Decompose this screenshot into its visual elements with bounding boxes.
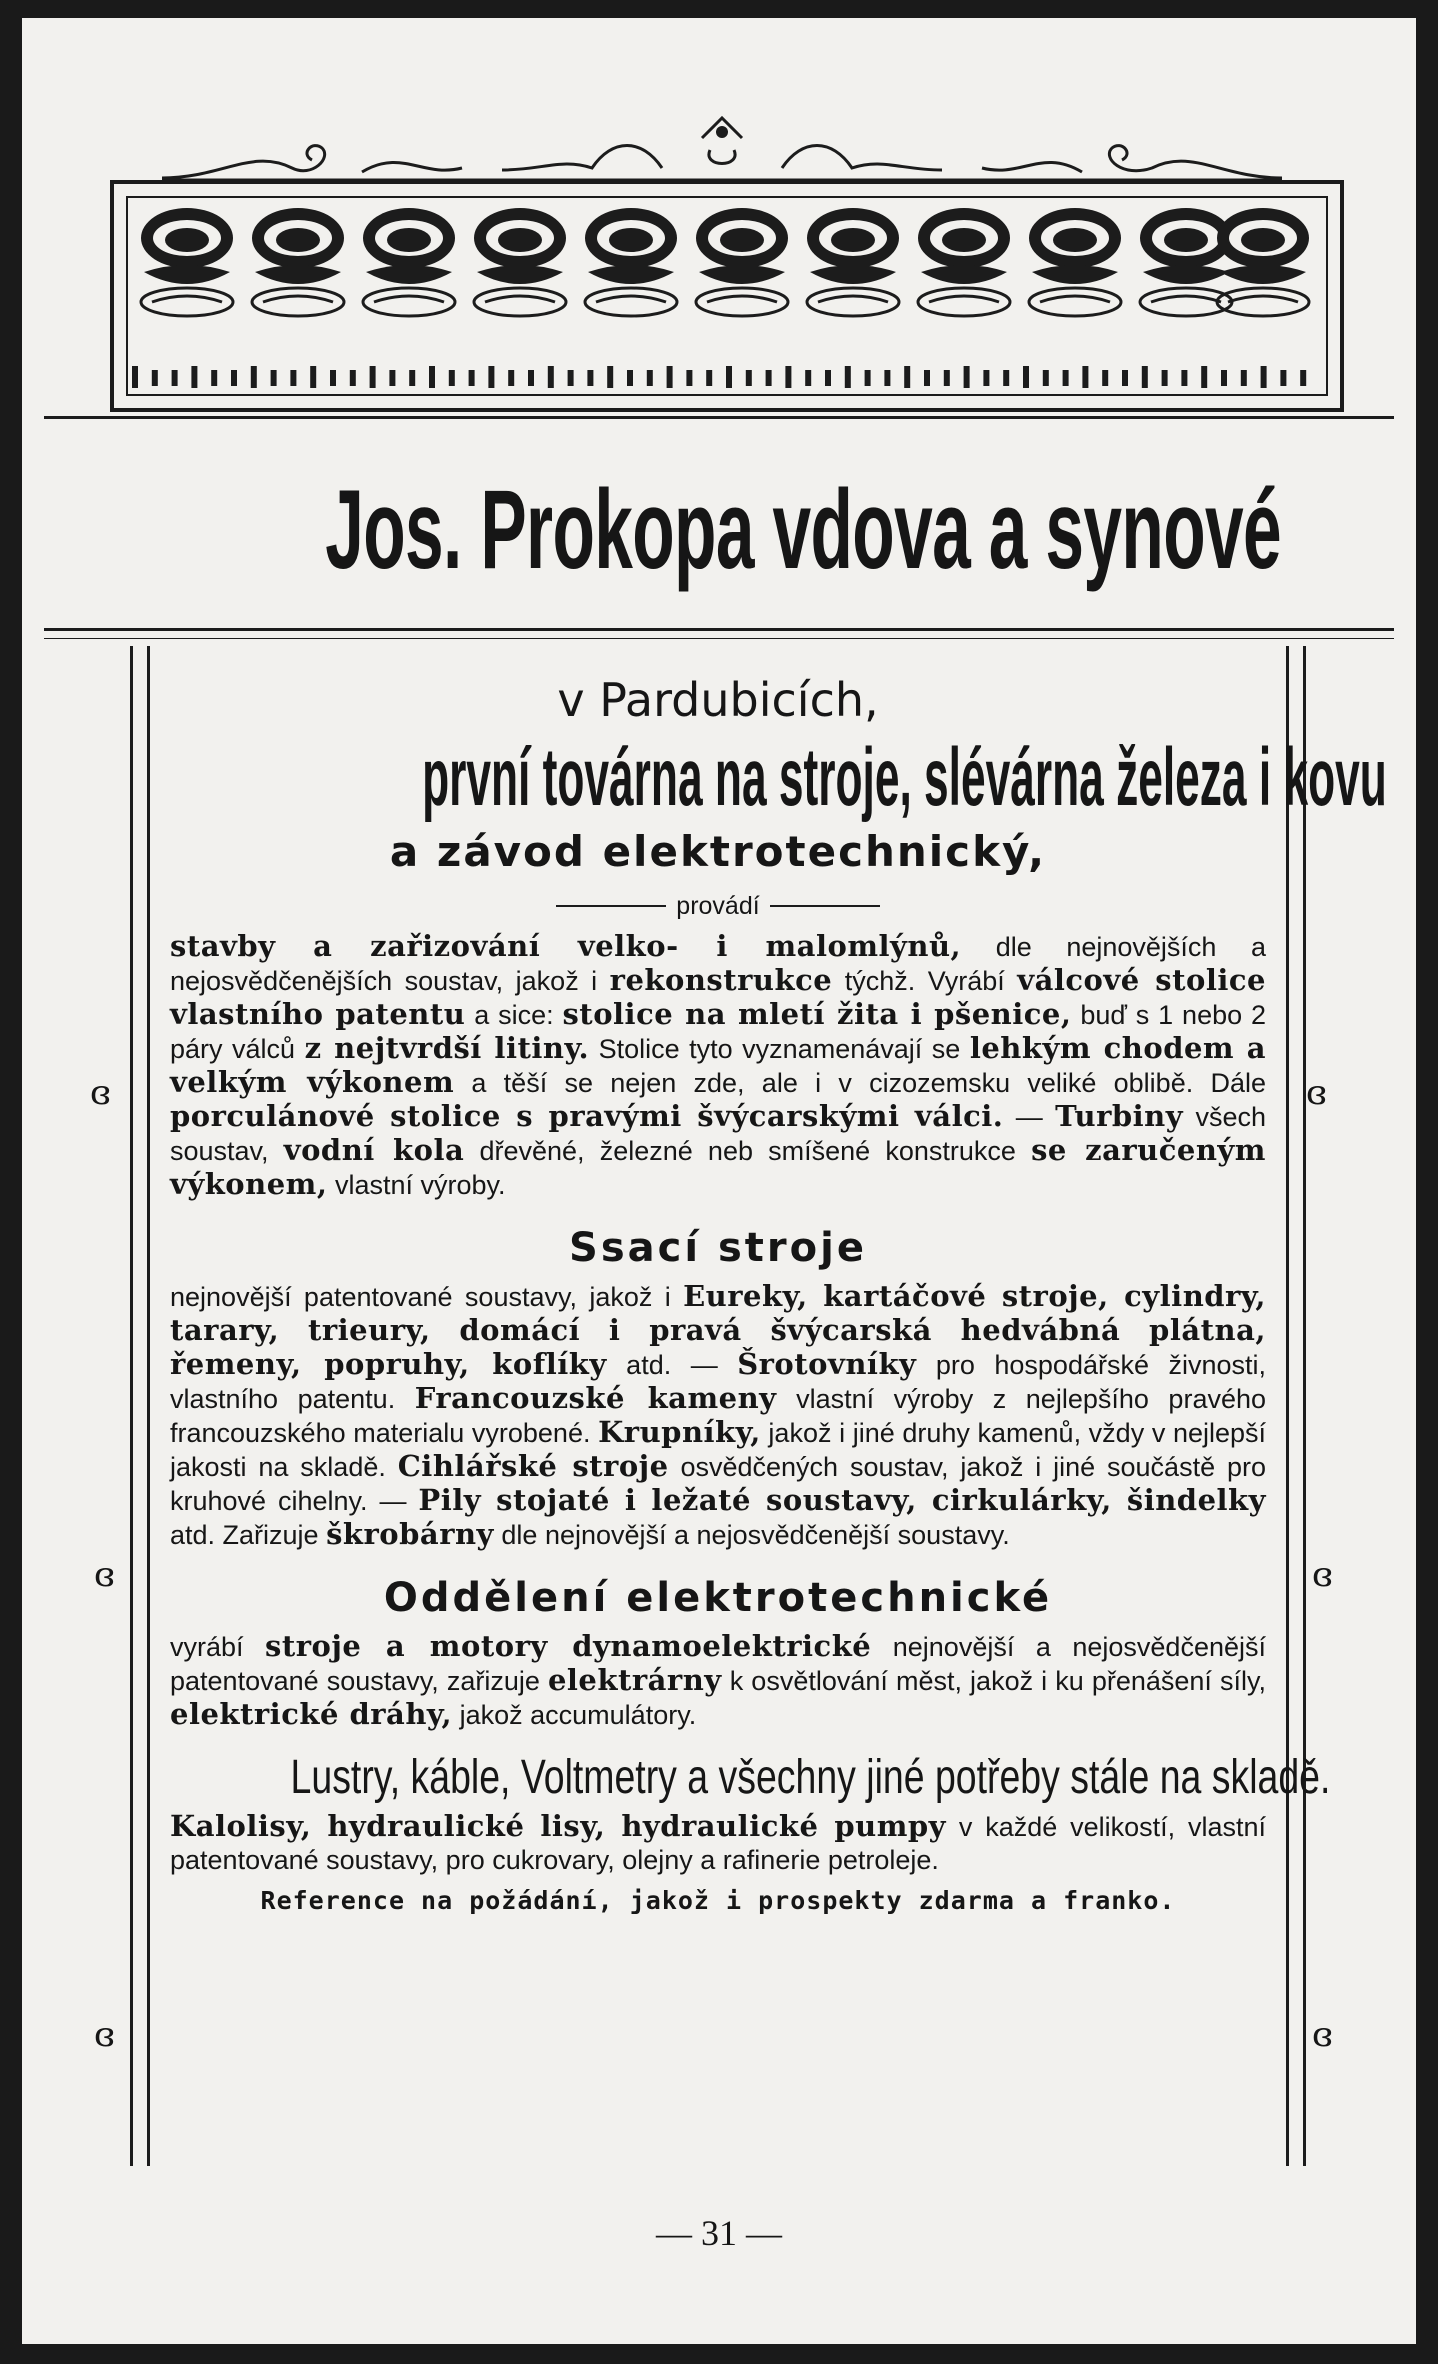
emphasis-text: z nejtvrdší litiny. bbox=[304, 1031, 590, 1065]
emphasis-text: elektrárny bbox=[547, 1663, 722, 1697]
bead-frieze-icon bbox=[126, 362, 1326, 392]
body-text: — bbox=[1003, 1102, 1056, 1132]
advertisement-body bbox=[170, 672, 1387, 1917]
city-line: v Pardubicích, bbox=[557, 673, 879, 727]
body-text: v každé velikostí, vlastní patentované soustavy, pro cukrovary, olejny a rafinerie petroleje. bbox=[170, 1812, 1266, 1875]
body-text: a těší se nejen zde, ale i v cizozemsku veliké oblibě. Dále bbox=[454, 1068, 1266, 1098]
emphasis-text: stroje a motory dynamoelektrické bbox=[265, 1629, 872, 1663]
scroll-curl-icon: ɞ bbox=[90, 1073, 111, 1113]
emphasis-text: Pily stojaté i ležaté soustavy, cirkulárky, šindelky bbox=[418, 1483, 1266, 1517]
paragraph-presses bbox=[170, 1810, 1266, 1877]
emphasis-text: se zaručeným výkonem, bbox=[170, 1133, 1266, 1201]
emphasis-text: Kalolisy, hydraulické lisy, hydraulické pumpy bbox=[170, 1809, 947, 1843]
body-text: osvědčených soustav, jakož i jiné součástě pro kruhové cihelny. — bbox=[170, 1452, 1266, 1516]
body-text: jakož i jiné druhy kamenů, vždy v nejlepší jakosti na skladě. bbox=[170, 1418, 1267, 1482]
body-text: buď s 1 nebo 2 páry válců bbox=[170, 1000, 1266, 1064]
heading-electro-department: Oddělení elektrotechnické bbox=[383, 1575, 1053, 1621]
right-border bbox=[1286, 646, 1306, 2166]
body-text: atd. — bbox=[606, 1350, 738, 1380]
body-text: vlastní výroby z nejlepšího pravého francouzského materialu vyrobené. bbox=[170, 1384, 1267, 1448]
emphasis-text: Eureky, kartáčové stroje, cylindry, tarary, trieury, domácí i pravá švýcarská hedvábná plátna, řemeny, popruhy, koflíky bbox=[170, 1279, 1267, 1381]
lotus-frieze-icon bbox=[132, 202, 1318, 322]
divider bbox=[44, 416, 1394, 419]
emphasis-text: Turbiny bbox=[1055, 1099, 1184, 1133]
emphasis-text: škrobárny bbox=[326, 1517, 494, 1551]
emphasis-text: porculánové stolice s pravými švýcarskými válci. bbox=[170, 1099, 1004, 1133]
body-text: k osvětlování měst, jakož i ku přenášení síly, bbox=[721, 1666, 1266, 1696]
emphasis-text: lehkým chodem a velkým výkonem bbox=[170, 1031, 1267, 1099]
body-text: vyrábí bbox=[170, 1632, 266, 1662]
page-number: — 31 — bbox=[656, 2213, 782, 2253]
scroll-curl-icon: ɞ bbox=[94, 2015, 115, 2055]
scroll-curl-icon: ɞ bbox=[1312, 2015, 1333, 2055]
body-text: všech soustav, bbox=[170, 1102, 1266, 1166]
emphasis-text: stolice na mletí žita i pšenice, bbox=[562, 997, 1072, 1031]
emphasis-text: Cihlářské stroje bbox=[397, 1449, 669, 1483]
emphasis-text: elektrické dráhy, bbox=[170, 1697, 453, 1731]
emphasis-text: stavby a zařizování velko- i malomlýnů, bbox=[170, 929, 962, 963]
body-text: pro hospodářské živnosti, vlastního patentu. bbox=[170, 1350, 1267, 1414]
body-text: a sice: bbox=[465, 1000, 563, 1030]
provadi-label: provádí bbox=[676, 892, 760, 920]
provadi-line bbox=[170, 886, 1266, 926]
emphasis-text: Šrotovníky bbox=[737, 1347, 917, 1381]
body-text: týchž. Vyrábí bbox=[832, 966, 1018, 996]
body-text: Stolice tyto vyznamenávají se bbox=[589, 1034, 970, 1064]
body-text: nejnovější patentované soustavy, jakož i bbox=[170, 1282, 684, 1312]
body-text: vlastní výroby. bbox=[327, 1170, 506, 1200]
body-text: dle nejnovější a nejosvědčenější soustavy. bbox=[493, 1520, 1010, 1550]
body-text: atd. Zařizuje bbox=[170, 1520, 327, 1550]
scroll-curl-icon: ɞ bbox=[1312, 1555, 1333, 1595]
emphasis-text: Krupníky, bbox=[598, 1415, 761, 1449]
stock-line: Lustry, káble, Voltmetry a všechny jiné potřeby stále na skladě. bbox=[290, 1751, 1331, 1804]
body-text: dřevěné, železné neb smíšené konstrukce bbox=[464, 1136, 1032, 1166]
scroll-curl-icon: ɞ bbox=[1306, 1073, 1327, 1113]
body-text: nejnovější a nejosvědčenější patentované soustavy, zařizuje bbox=[170, 1632, 1266, 1696]
emphasis-text: Francouzské kameny bbox=[414, 1381, 777, 1415]
paragraph-electro bbox=[170, 1630, 1266, 1732]
emphasis-text: vodní kola bbox=[283, 1133, 465, 1167]
paragraph-machines bbox=[170, 1280, 1266, 1552]
emphasis-text: válcové stolice vlastního patentu bbox=[170, 963, 1266, 1031]
emphasis-text: rekonstrukce bbox=[609, 963, 833, 997]
heading-suction-machines: Ssací stroje bbox=[569, 1225, 867, 1271]
reference-note: Reference na požádání, jakož i prospekty zdarma a franko. bbox=[260, 1886, 1176, 1915]
paragraph-mills bbox=[170, 930, 1266, 1202]
electro-heading: a závod elektrotechnický, bbox=[389, 827, 1047, 876]
left-border bbox=[130, 646, 150, 2166]
body-text: jakož accumulátory. bbox=[452, 1700, 697, 1730]
page bbox=[22, 18, 1416, 2344]
company-title: Jos. Prokopa vdova a synové bbox=[325, 467, 1282, 592]
body-text: dle nejnovějších a nejosvědčenějších soustav, jakož i bbox=[170, 932, 1266, 996]
divider bbox=[44, 628, 1394, 631]
scroll-curl-icon: ɞ bbox=[94, 1555, 115, 1595]
factory-heading: první továrna na stroje, slévárna železa i kovu bbox=[422, 732, 1387, 823]
divider bbox=[44, 638, 1394, 639]
